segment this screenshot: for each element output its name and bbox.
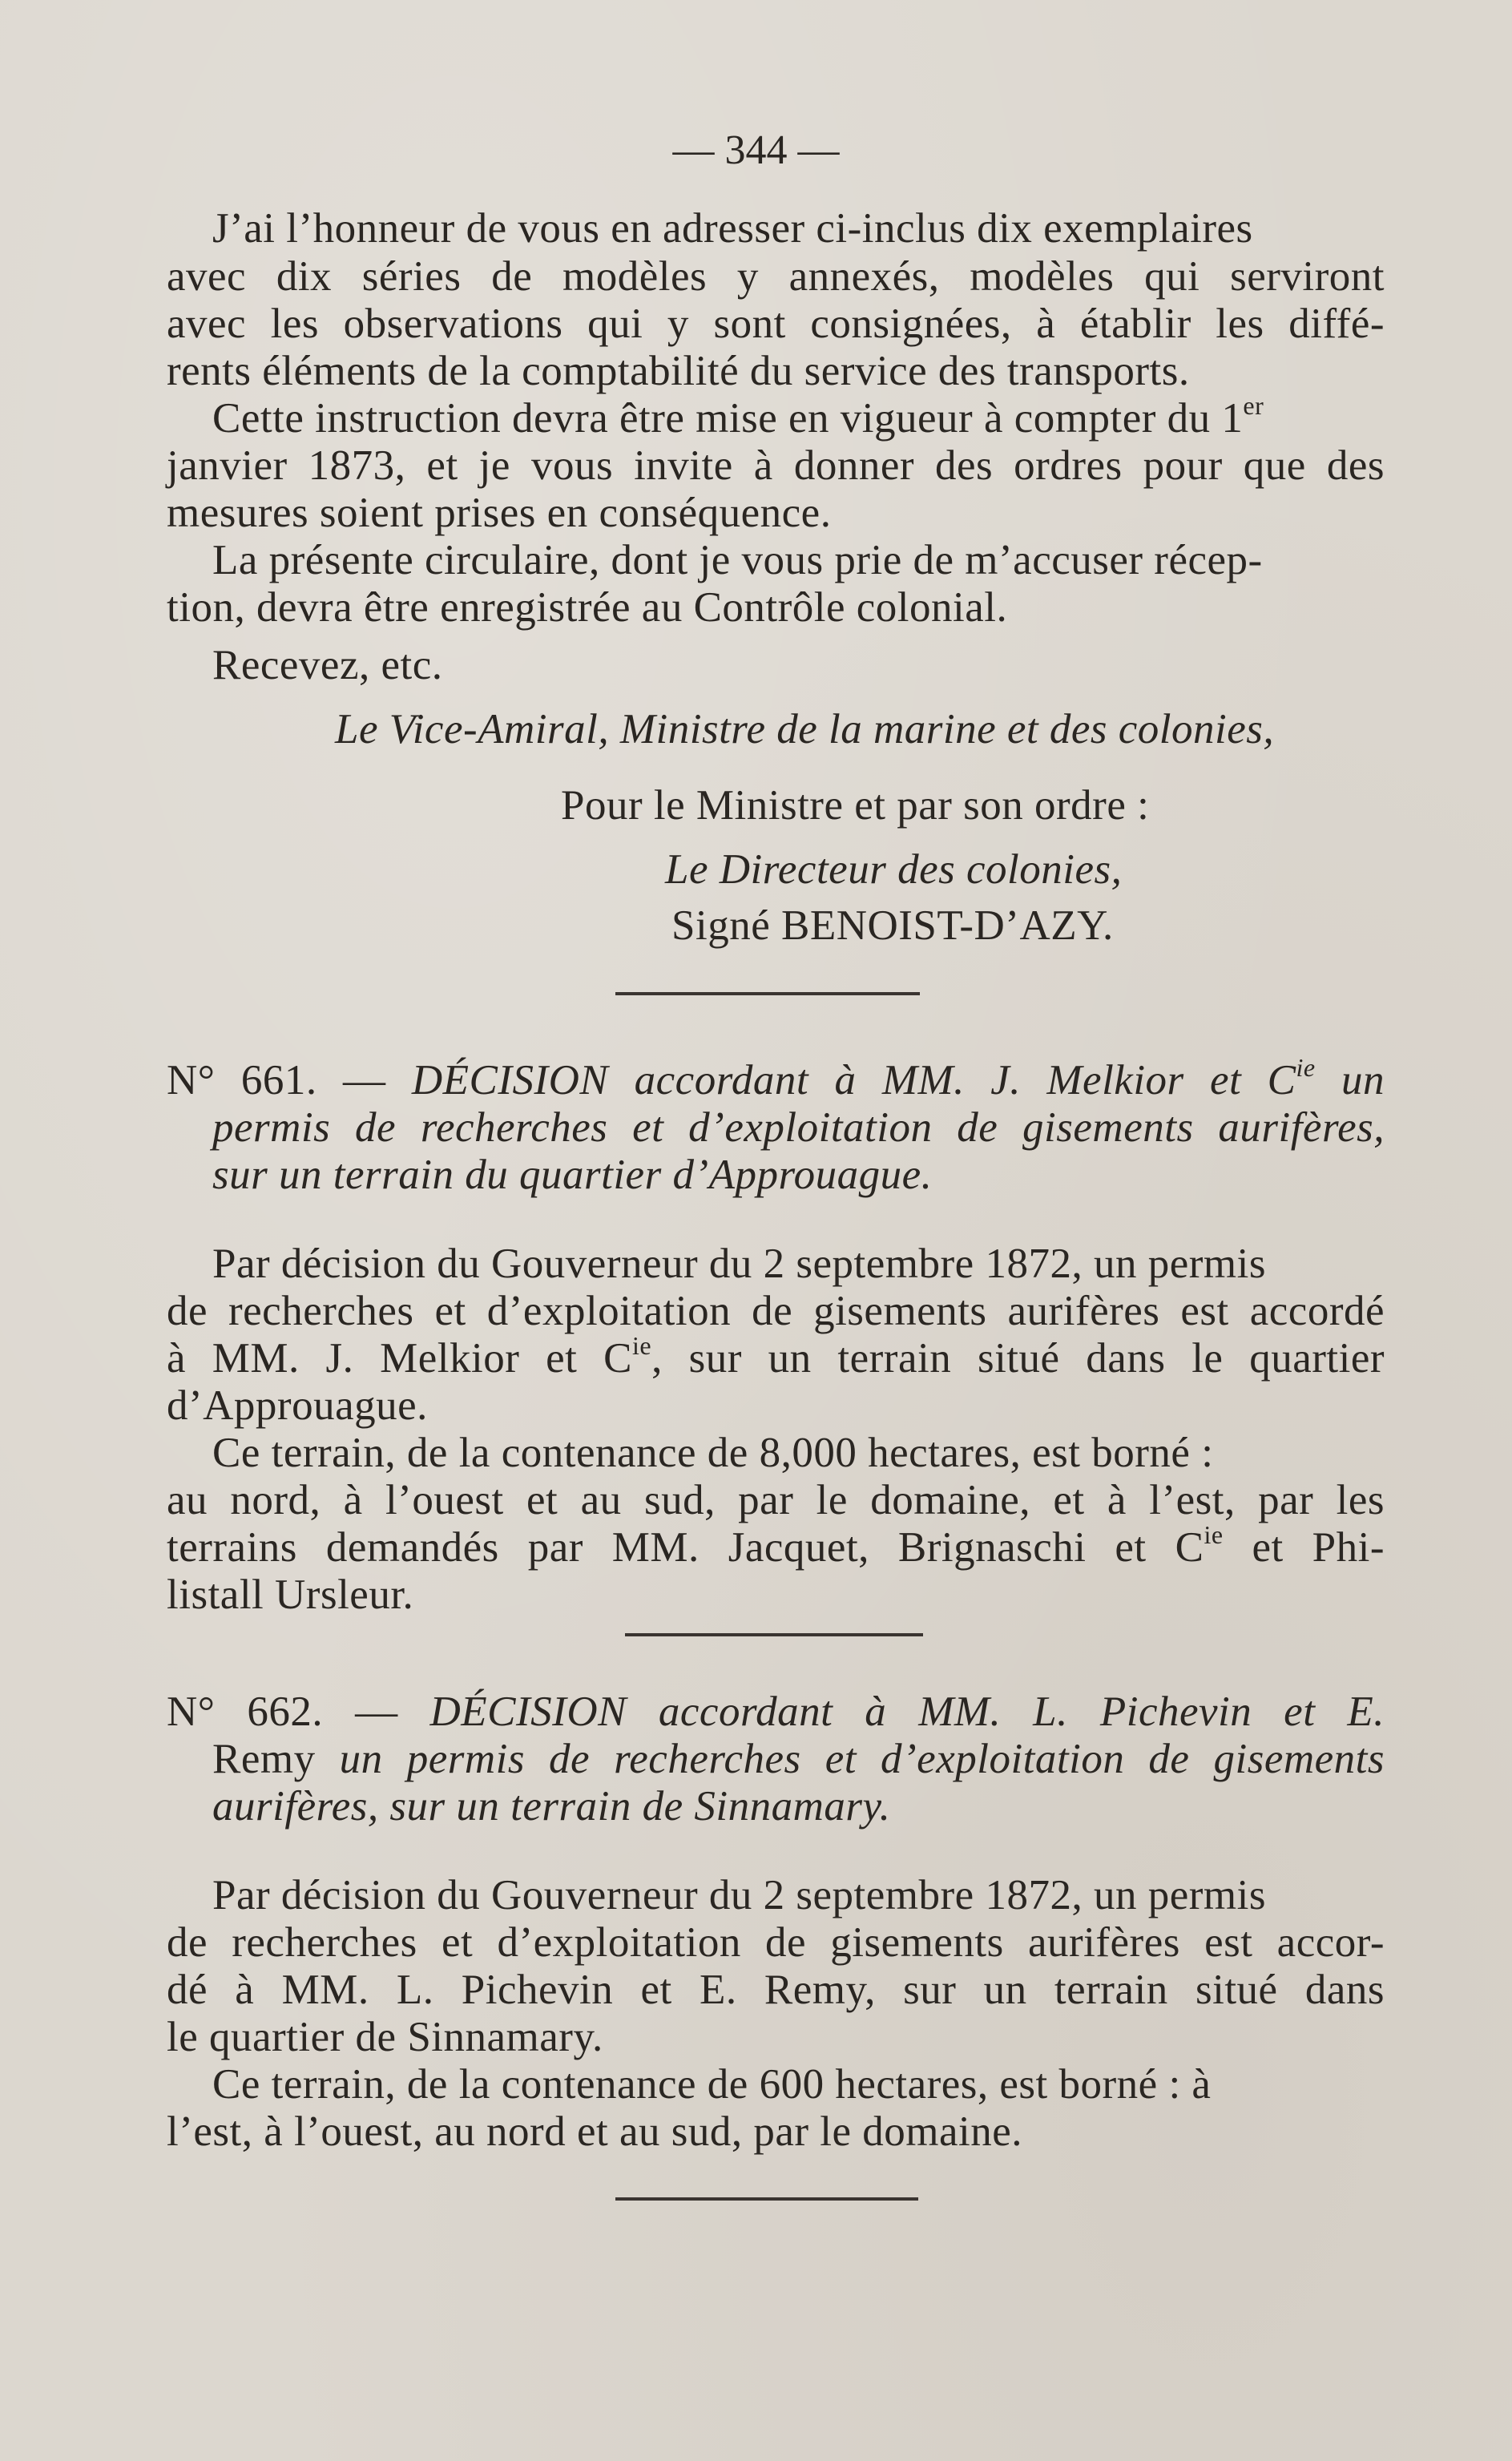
- text-line: Ce terrain, de la contenance de 600 hectares, est borné : à: [212, 2061, 1212, 2108]
- text-line: d’Approuague.: [167, 1382, 428, 1429]
- text-line: avec les observations qui y sont consignées, à établir les diffé-: [167, 301, 1385, 347]
- decision-heading: aurifères, sur un terrain de Sinnamary.: [212, 1783, 891, 1830]
- text-line: listall Ursleur.: [167, 1571, 414, 1618]
- text-line: le quartier de Sinnamary.: [167, 2014, 603, 2060]
- text-line: Recevez, etc.: [212, 642, 443, 688]
- section-divider: [615, 992, 920, 995]
- text-line: La présente circulaire, dont je vous prie de m’accuser récep-: [212, 537, 1263, 583]
- signature-order: Pour le Ministre et par son ordre :: [561, 782, 1150, 829]
- page-number: — 344 —: [672, 127, 840, 173]
- decision-heading: Remy un permis de recherches et d’exploitation de gisements: [212, 1736, 1385, 1782]
- text-line: à MM. J. Melkior et $C^{ie}$, sur un terrain situé dans le quartier: [167, 1331, 1385, 1382]
- text-line: avec dix séries de modèles y annexés, modèles qui serviront: [167, 253, 1385, 300]
- text-line: mesures soient prises en conséquence.: [167, 490, 832, 536]
- text-line: terrains demandés par MM. Jacquet, Brignaschi et $C^{ie}$ et Phi-: [167, 1520, 1385, 1571]
- decision-heading: N° 661. — DÉCISION accordant à MM. J. Melkior et $C^{ie}$ un: [167, 1053, 1385, 1103]
- text-line: rents éléments de la comptabilité du service des transports.: [167, 348, 1190, 394]
- signature-director: Le Directeur des colonies,: [665, 846, 1123, 893]
- text-line: l’est, à l’ouest, au nord et au sud, par le domaine.: [167, 2108, 1023, 2155]
- text-line: Par décision du Gouverneur du 2 septembre 1872, un permis: [212, 1241, 1266, 1287]
- section-divider: [625, 1633, 923, 1636]
- text-line: Par décision du Gouverneur du 2 septembre 1872, un permis: [212, 1872, 1266, 1918]
- text-line: tion, devra être enregistrée au Contrôle colonial.: [167, 584, 1008, 631]
- text-line: de recherches et d’exploitation de gisements aurifères est accor-: [167, 1919, 1385, 1966]
- section-divider: [615, 2197, 918, 2201]
- text-line: de recherches et d’exploitation de gisements aurifères est accordé: [167, 1288, 1385, 1334]
- signature-name: Signé BENOIST-D’AZY.: [671, 902, 1114, 949]
- decision-heading: permis de recherches et d’exploitation de gisements aurifères,: [212, 1104, 1385, 1151]
- decision-heading: N° 662. — DÉCISION accordant à MM. L. Pichevin et E.: [167, 1688, 1385, 1735]
- decision-heading: sur un terrain du quartier d’Approuague.: [212, 1152, 933, 1198]
- text-line: au nord, à l’ouest et au sud, par le domaine, et à l’est, par les: [167, 1477, 1385, 1523]
- text-line: Ce terrain, de la contenance de 8,000 hectares, est borné :: [212, 1430, 1214, 1476]
- text-line: dé à MM. L. Pichevin et E. Remy, sur un terrain situé dans: [167, 1967, 1385, 2013]
- text-line: Cette instruction devra être mise en vigueur à compter du 1er: [212, 391, 1264, 442]
- text-line: J’ai l’honneur de vous en adresser ci-inclus dix exemplaires: [212, 205, 1253, 252]
- text-line: janvier 1873, et je vous invite à donner des ordres pour que des: [167, 442, 1385, 489]
- signature-title: Le Vice-Amiral, Ministre de la marine et des colonies,: [335, 706, 1275, 752]
